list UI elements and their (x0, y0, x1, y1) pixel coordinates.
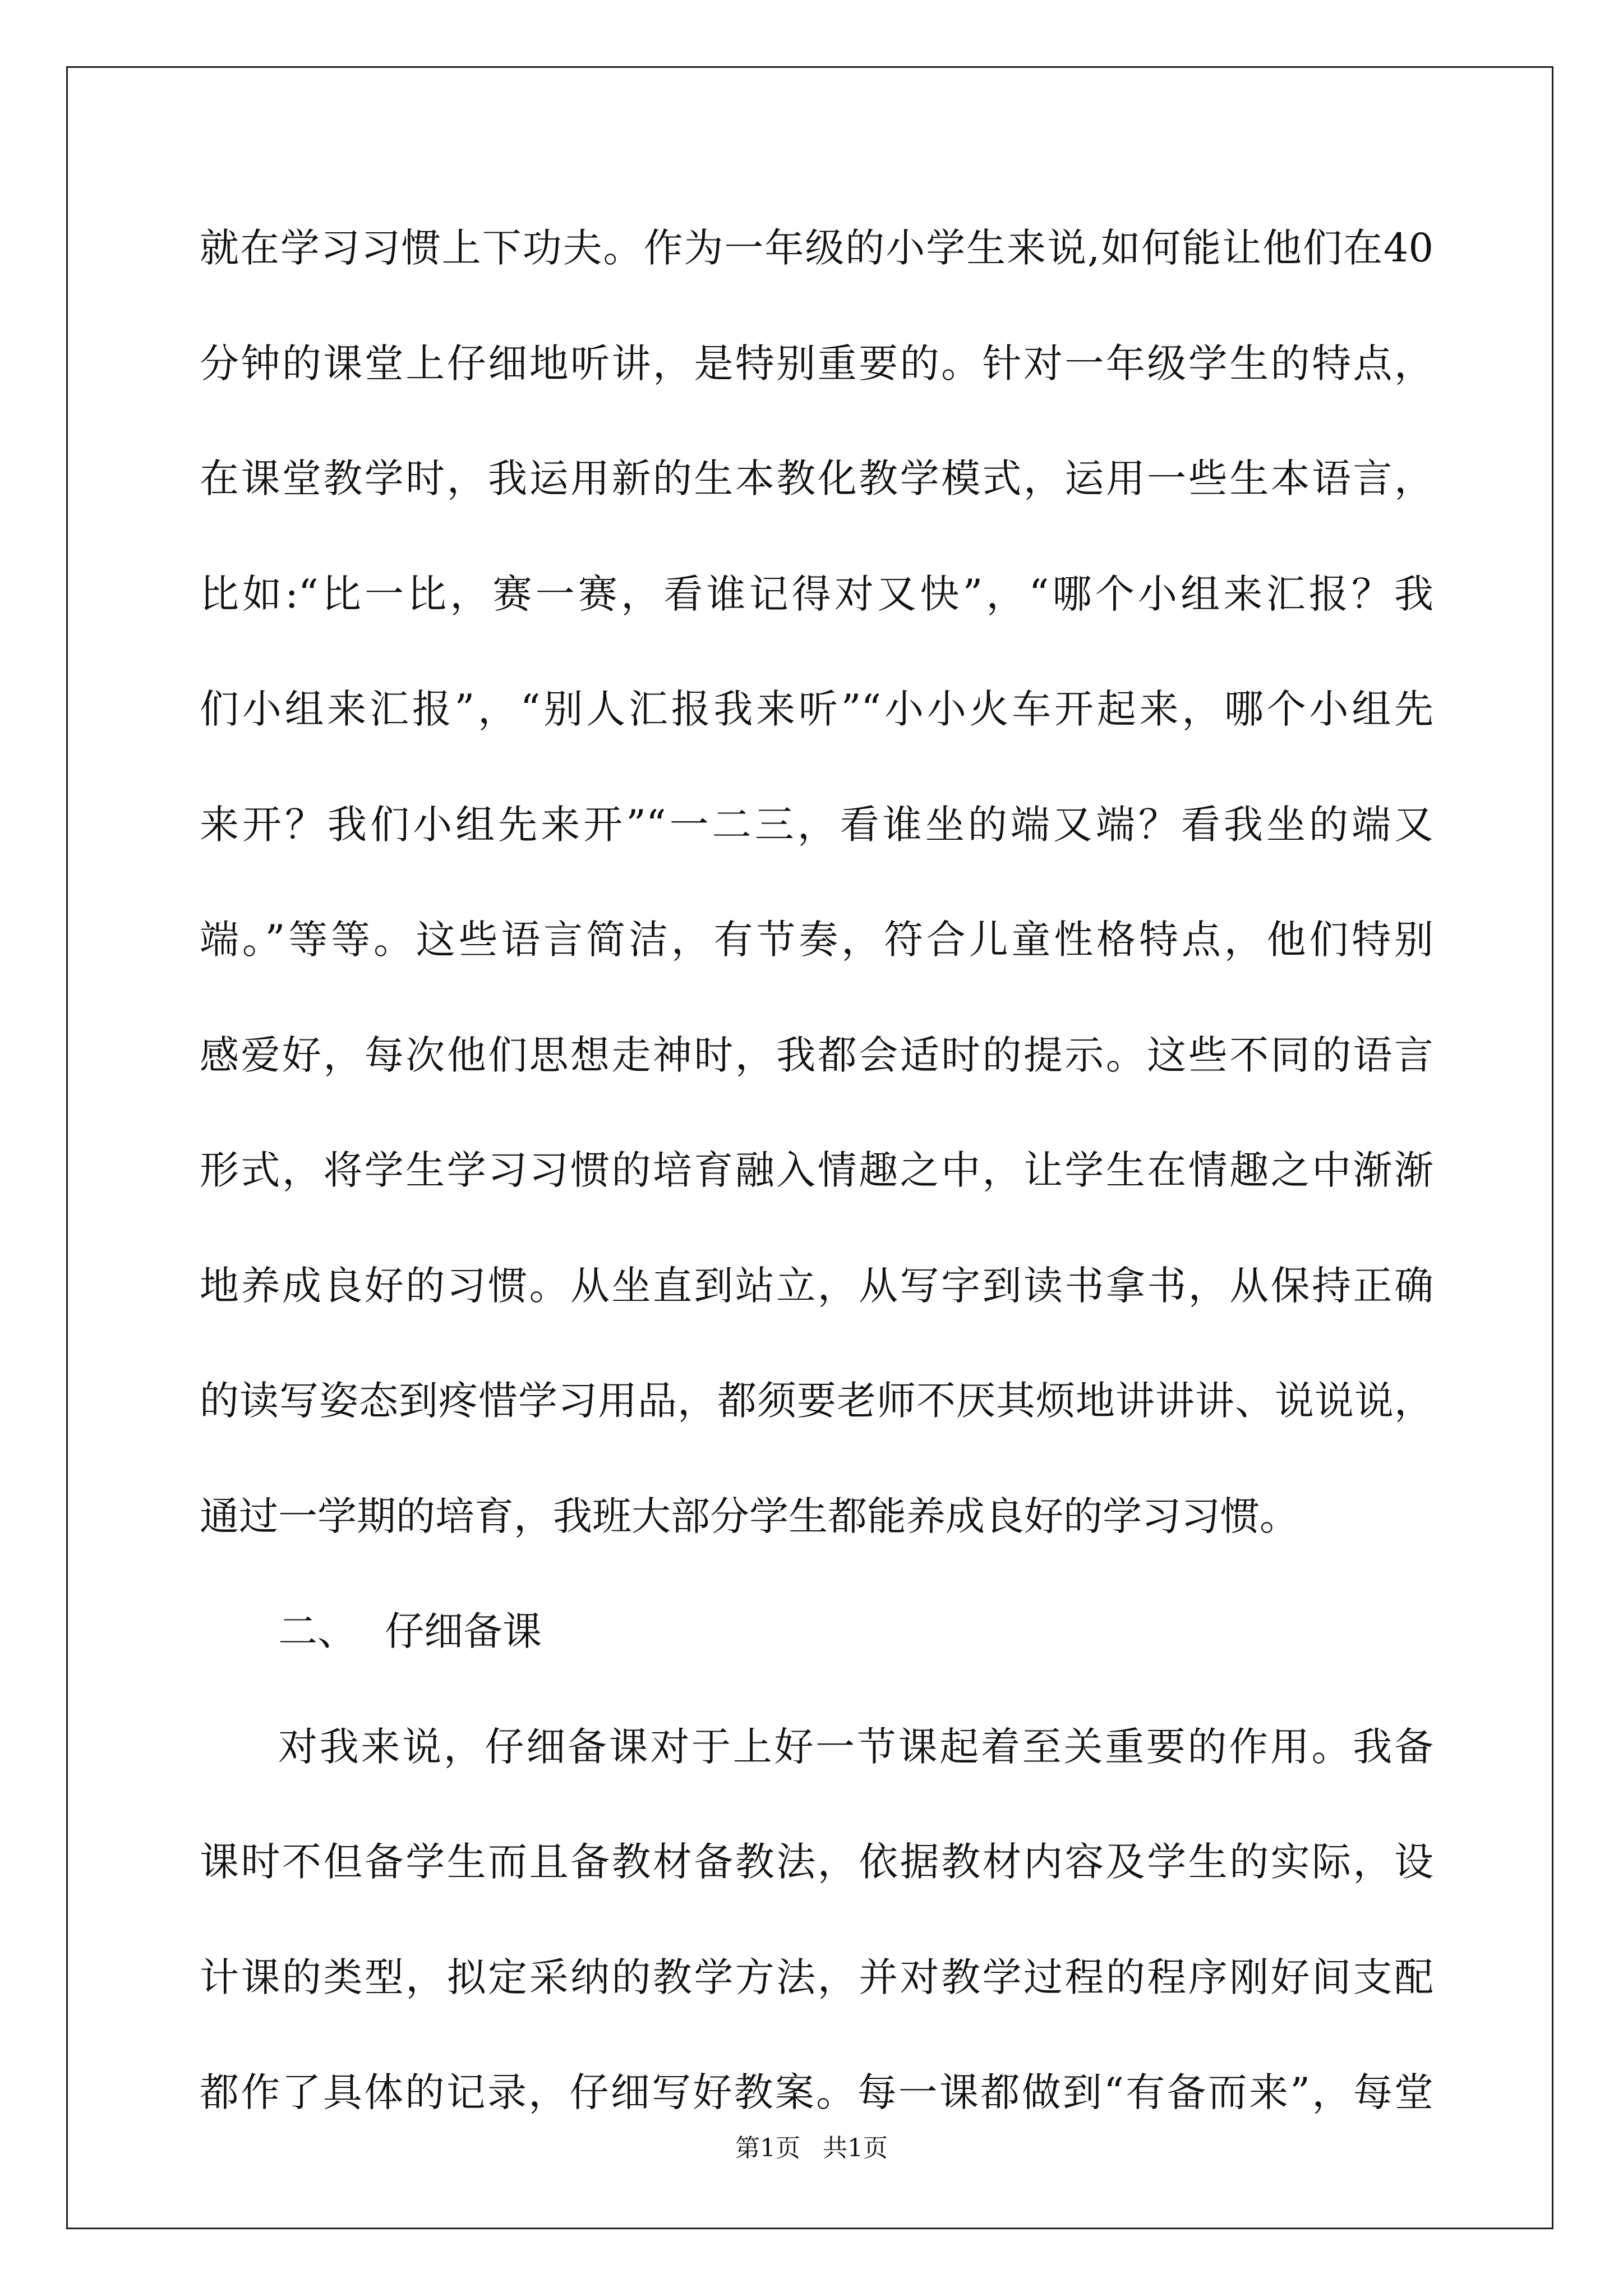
text-line: 在课堂教学时，我运用新的生本教化教学模式，运用一些生本语言， (200, 455, 1433, 501)
text-line: 课时不但备学生而且备教材备教法，依据教材内容及学生的实际，设 (200, 1839, 1433, 1885)
section-number: 二、 (278, 1608, 357, 1654)
page-total: 共1页 (823, 2134, 888, 2162)
text-line: 来开？我们小组先来开”“一二三，看谁坐的端又端？看我坐的端又 (200, 801, 1433, 848)
text-line: 感爱好，每次他们思想走神时，我都会适时的提示。这些不同的语言 (200, 1032, 1433, 1078)
text-line: 对我来说，仔细备课对于上好一节课起着至关重要的作用。我备 (278, 1723, 1433, 1770)
text-line: 的读写姿态到疼惜学习用品，都须要老师不厌其烦地讲讲讲、说说说， (200, 1378, 1433, 1424)
text-line: 们小组来汇报”，“别人汇报我来听”“小小火车开起来，哪个小组先 (200, 686, 1433, 732)
text-line: 端。”等等。这些语言简洁，有节奏，符合儿童性格特点，他们特别 (200, 917, 1433, 963)
text-line: 比如:“比一比，赛一赛，看谁记得对又快”，“哪个小组来汇报？我 (200, 570, 1433, 617)
document-body (200, 209, 1433, 2169)
text-line: 就在学习习惯上下功夫。作为一年级的小学生来说,如何能让他们在40 (200, 225, 1433, 271)
section-heading (200, 1592, 1433, 1708)
text-line: 都作了具体的记录，仔细写好教案。每一课都做到“有备而来”，每堂 (200, 2069, 1433, 2115)
page-number: 第1页 (735, 2134, 800, 2162)
text-line: 通过一学期的培育，我班大部分学生都能养成良好的学习习惯。 (200, 1493, 1299, 1539)
section-title: 仔细备课 (385, 1608, 542, 1654)
text-line: 计课的类型，拟定采纳的教学方法，并对教学过程的程序刚好间支配 (200, 1954, 1433, 2000)
text-line: 形式，将学生学习习惯的培育融入情趣之中，让学生在情趣之中渐渐 (200, 1147, 1433, 1193)
page-footer (0, 2132, 1623, 2165)
text-line: 地养成良好的习惯。从坐直到站立，从写字到读书拿书，从保持正确 (200, 1262, 1433, 1309)
text-line: 分钟的课堂上仔细地听讲，是特别重要的。针对一年级学生的特点， (200, 340, 1433, 386)
